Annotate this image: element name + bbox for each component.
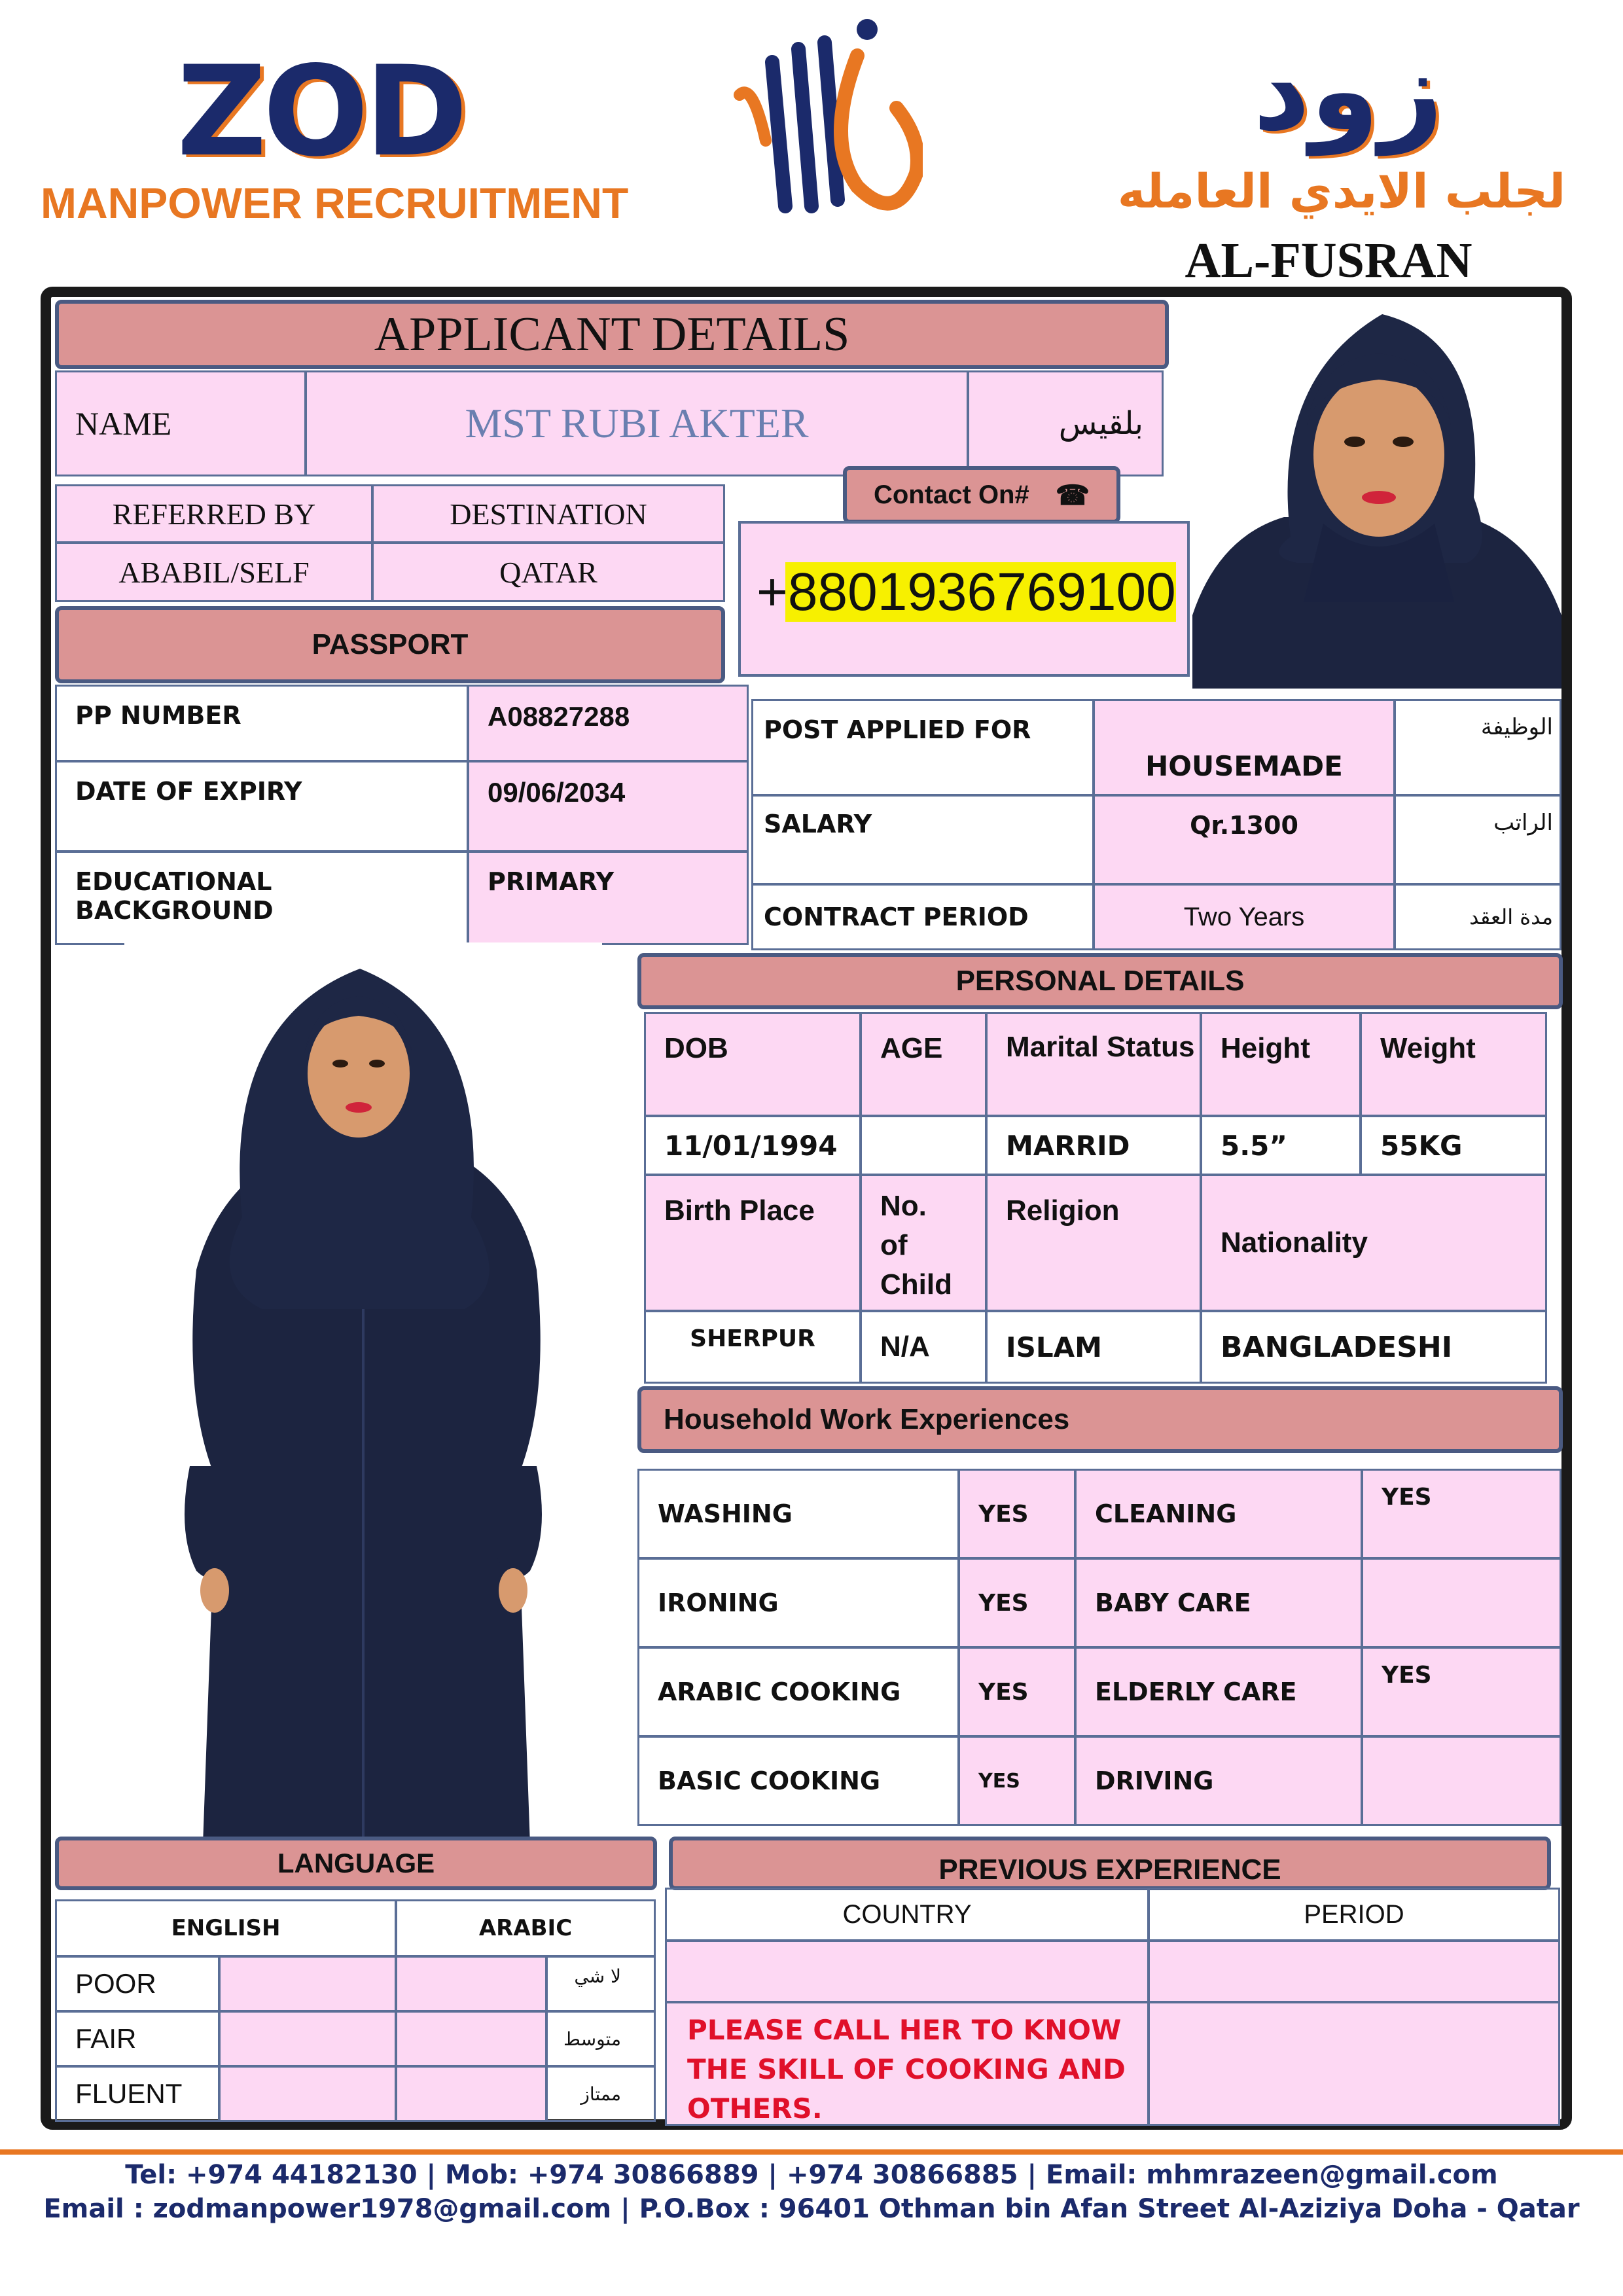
cooking-note: PLEASE CALL HER TO KNOW THE SKILL OF COOKING AND OTHERS. [687,2014,1126,2125]
country-header: COUNTRY [665,1888,1149,1941]
post-arabic: الوظيفة [1394,699,1561,796]
name-value: MST RUBI AKTER [305,370,969,476]
expiry-label: DATE OF EXPIRY [55,761,469,852]
arabic-poor-cell [395,1956,547,2012]
full-body-photo [124,942,602,1844]
dob-value: 11/01/1994 [644,1115,861,1175]
language-arabic-header: ARABIC [395,1899,656,1957]
contract-arabic: مدة العقد [1394,884,1561,950]
religion-value: ISLAM [986,1310,1202,1384]
driving-label: DRIVING [1075,1736,1363,1826]
country-cell-1 [665,1940,1149,2003]
expiry-value: 09/06/2034 [467,761,749,852]
arabic-fair-cell [395,2011,547,2067]
basic-cooking-value: YES [958,1736,1076,1826]
destination-value: QATAR [372,542,725,602]
marital-label: Marital Status [986,1012,1202,1117]
previous-experience-header: PREVIOUS EXPERIENCE [669,1837,1551,1890]
phone-number[interactable] [757,562,1176,623]
english-fluent-cell [219,2066,397,2122]
contact-label-text: Contact On# [873,480,1029,509]
arabic-cooking-label: ARABIC COOKING [637,1647,959,1737]
children-value: N/A [860,1310,987,1384]
name-arabic: بلقيس [967,370,1164,476]
referred-by-label: REFERRED BY [55,484,373,543]
name-label: NAME [55,370,306,476]
arabic-fair-label: متوسط [546,2011,656,2067]
portrait-photo [1192,301,1561,689]
arabic-cooking-value: YES [958,1647,1076,1737]
language-level-poor: POOR [55,1956,220,2012]
education-label: EDUCATIONAL BACKGROUND [55,851,469,945]
ironing-value: YES [958,1558,1076,1648]
latin-company-name: AL-FUSRAN [1185,233,1472,288]
post-value: HOUSEMADE [1093,699,1395,796]
contract-value: Two Years [1093,884,1395,950]
arabic-fluent-cell [395,2066,547,2122]
age-label: AGE [860,1012,987,1117]
salary-arabic: الراتب [1394,795,1561,885]
weight-label: Weight [1360,1012,1547,1117]
weight-value: 55KG [1360,1115,1547,1175]
salary-value: Qr.1300 [1093,795,1395,885]
brand-logo-text: ZOD [177,39,465,184]
driving-value [1361,1736,1561,1826]
personal-details-header: PERSONAL DETAILS [637,953,1563,1009]
footer-address-line: Email : zodmanpower1978@gmail.com | P.O.Box : 96401 Othman bin Afan Street Al-Aziziya Doha - Qatar [43,2194,1580,2224]
cleaning-label: CLEANING [1075,1469,1363,1559]
washing-value: YES [958,1469,1076,1559]
language-level-fair: FAIR [55,2011,220,2067]
birthplace-value: SHERPUR [644,1310,861,1384]
phone-number-text[interactable]: +8801936769100 [757,562,1176,622]
dob-label: DOB [644,1012,861,1117]
arabic-brand-name: زود [1253,26,1444,156]
language-level-fluent: FLUENT [55,2066,220,2122]
elderly-care-value: YES [1361,1647,1561,1737]
pp-number-value: A08827288 [467,685,749,762]
period-cell-2 [1148,2001,1560,2126]
education-value: PRIMARY [467,851,749,945]
period-cell-1 [1148,1940,1560,2003]
baby-care-label: BABY CARE [1075,1558,1363,1648]
ironing-label: IRONING [637,1558,959,1648]
marital-value: MARRID [986,1115,1202,1175]
arabic-tagline: لجلب الايدي العامله [1117,164,1566,219]
washing-label: WASHING [637,1469,959,1559]
household-header: Household Work Experiences [637,1386,1563,1453]
height-label: Height [1200,1012,1361,1117]
cleaning-value: YES [1361,1469,1561,1559]
applicant-details-header: APPLICANT DETAILS [55,300,1169,369]
footer-divider [0,2149,1623,2155]
destination-label: DESTINATION [372,484,725,543]
post-label: POST APPLIED FOR [751,699,1094,796]
english-poor-cell [219,1956,397,2012]
birthplace-label: Birth Place [644,1174,861,1312]
baby-care-value [1361,1558,1561,1648]
company-logo-icon [726,10,923,252]
language-english-header: ENGLISH [55,1899,397,1957]
arabic-fluent-label: ممتاز [546,2066,656,2122]
arabic-poor-label: لا شي [546,1956,656,2012]
contact-label [843,466,1120,524]
footer-contact-line: Tel: +974 44182130 | Mob: +974 30866889 | +974 30866885 | Email: mhmrazeen@gmail.com [125,2160,1498,2190]
phone-icon: ☎ [1055,479,1090,511]
salary-label: SALARY [751,795,1094,885]
religion-label: Religion [986,1174,1202,1312]
passport-header: PASSPORT [55,606,725,683]
pp-number-label: PP NUMBER [55,685,469,762]
referred-by-value: ABABIL/SELF [55,542,373,602]
children-label: No. of Child [860,1174,987,1312]
contract-label: CONTRACT PERIOD [751,884,1094,950]
nationality-value: BANGLADESHI [1200,1310,1547,1384]
english-fair-cell [219,2011,397,2067]
period-header: PERIOD [1148,1888,1560,1941]
height-value: 5.5” [1200,1115,1361,1175]
brand-subtitle: MANPOWER RECRUITMENT [41,179,629,227]
language-header: LANGUAGE [55,1837,657,1890]
nationality-label: Nationality [1200,1174,1547,1312]
basic-cooking-label: BASIC COOKING [637,1736,959,1826]
elderly-care-label: ELDERLY CARE [1075,1647,1363,1737]
age-value [860,1115,987,1175]
